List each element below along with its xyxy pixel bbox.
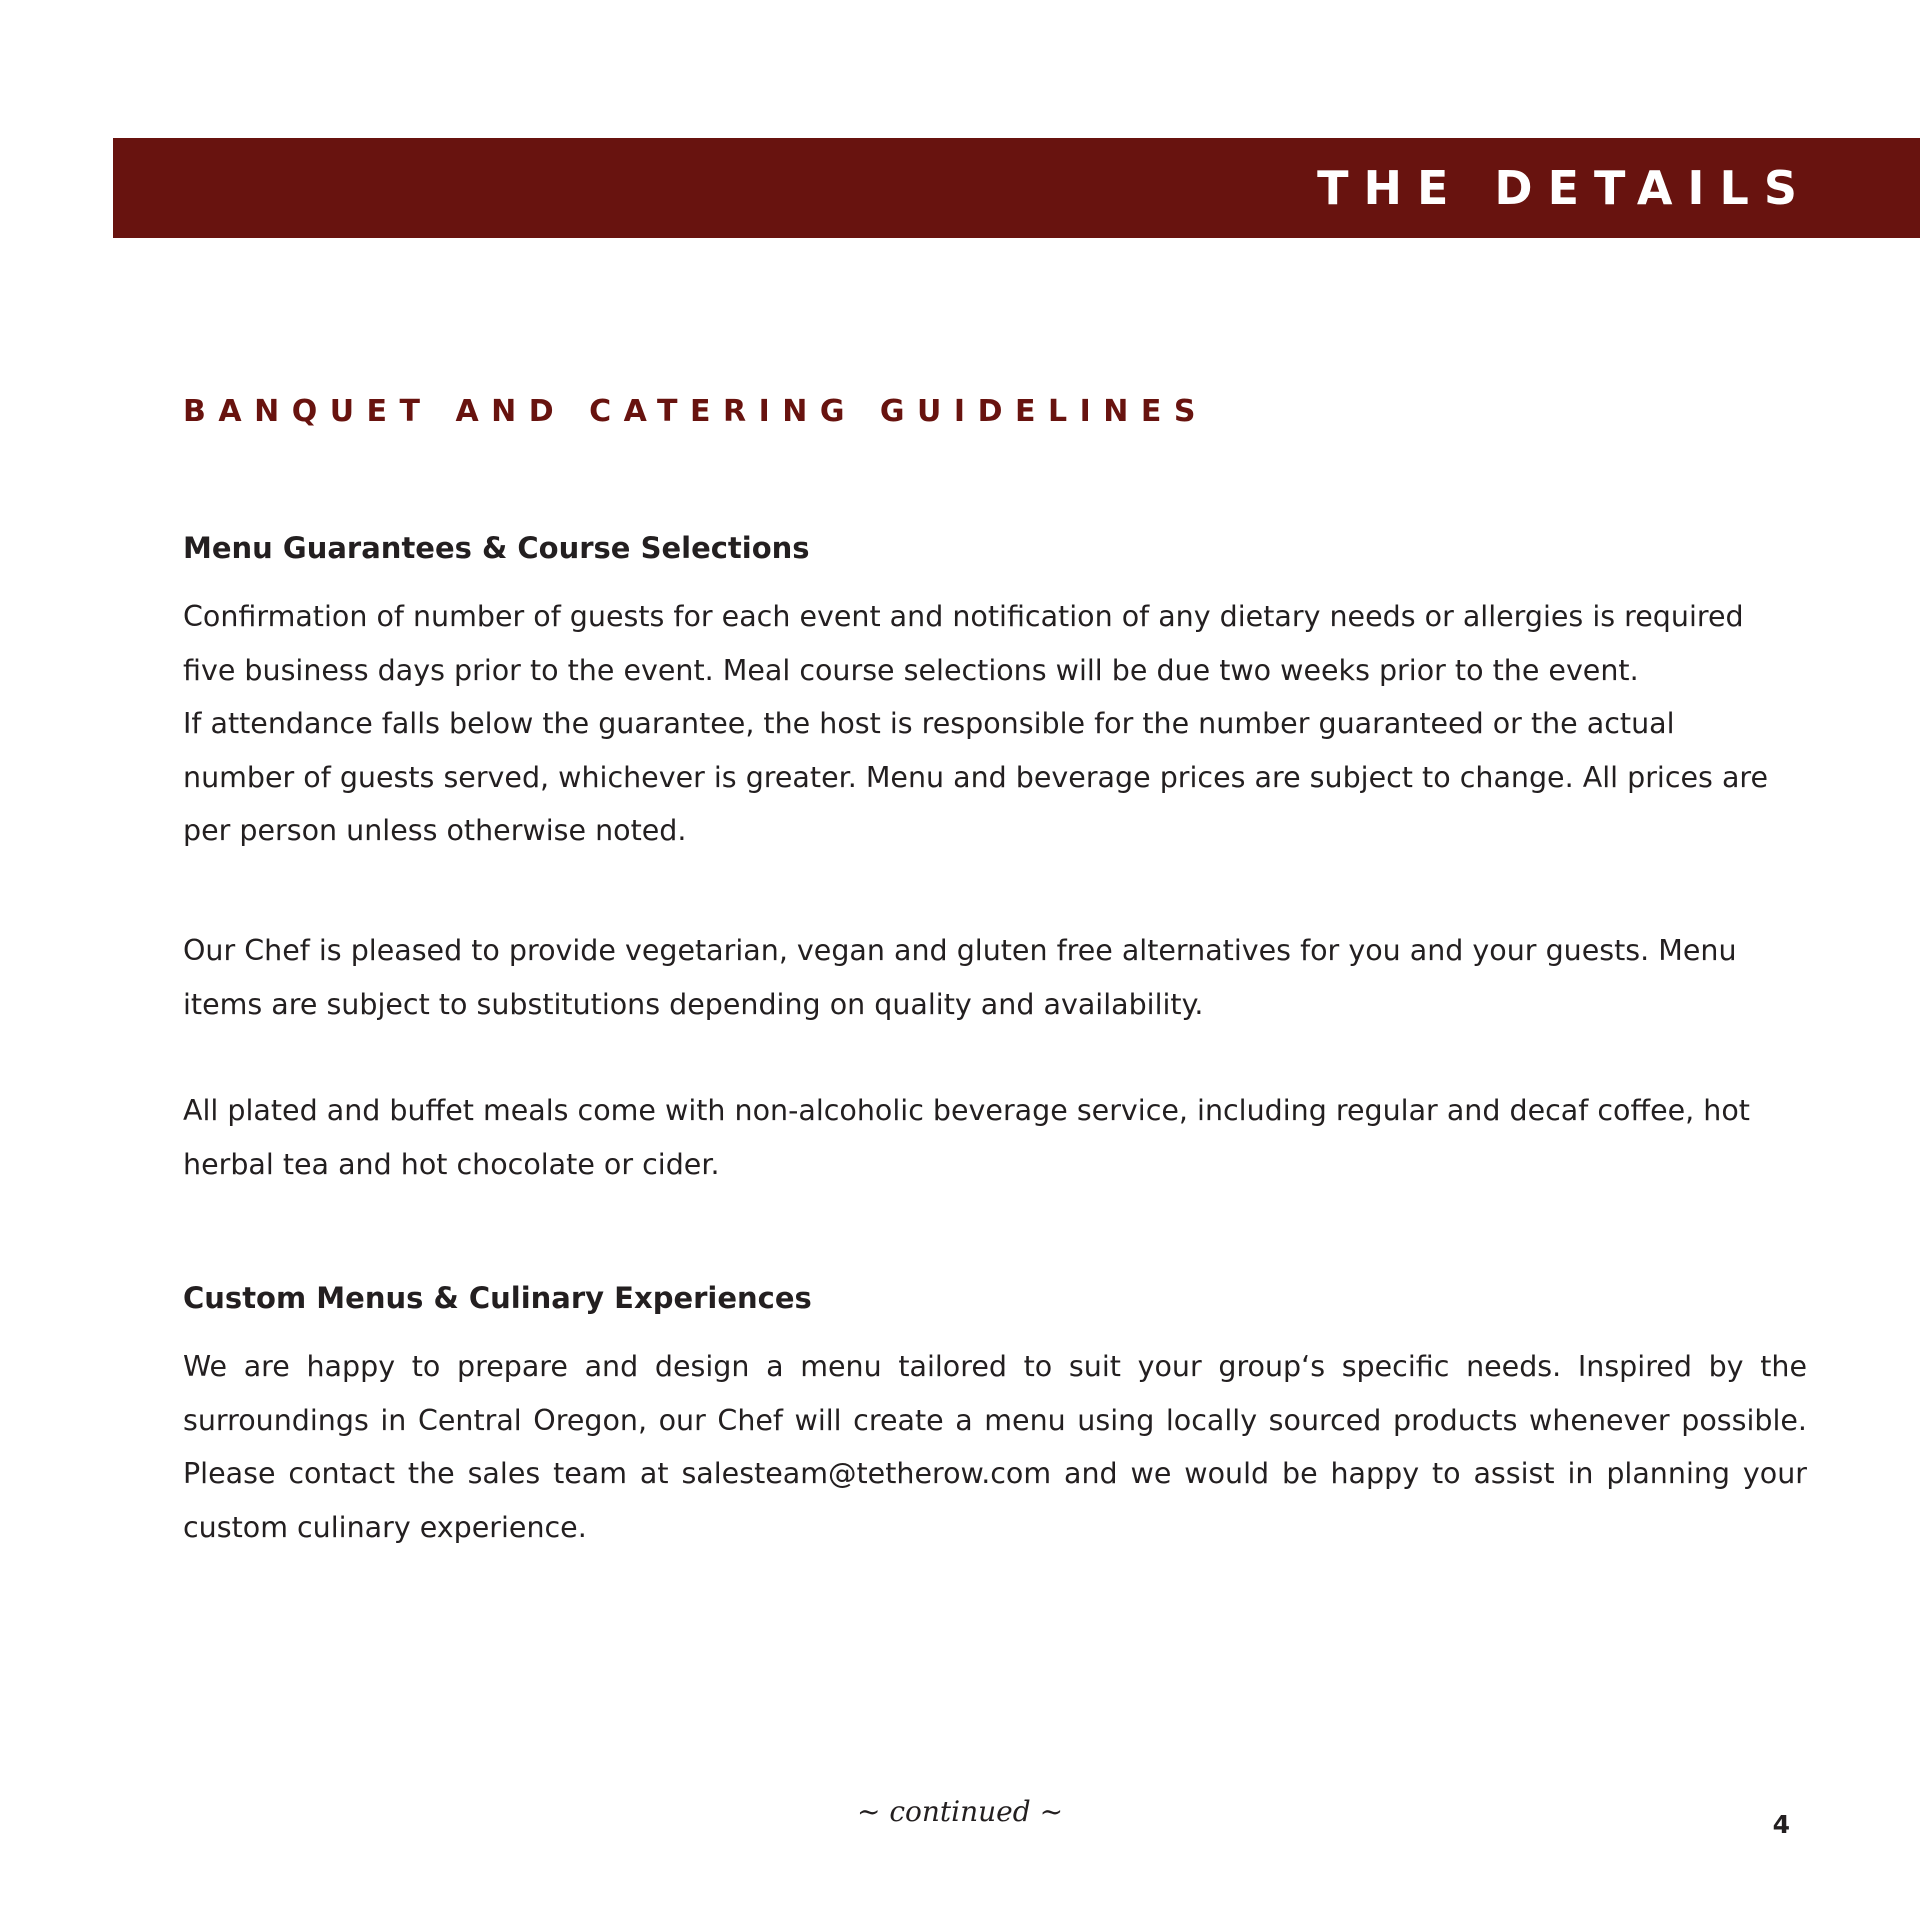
paragraph-line: per person unless otherwise noted. bbox=[183, 814, 687, 848]
section-title: BANQUET AND CATERING GUIDELINES bbox=[183, 394, 1208, 429]
header-banner bbox=[113, 138, 1920, 238]
paragraph-line: Confirmation of number of guests for each event and notification of any dietary needs or allergies is required bbox=[183, 600, 1744, 633]
page-number: 4 bbox=[1772, 1810, 1790, 1839]
paragraph-line: All plated and buffet meals come with non-alcoholic beverage service, including regular and decaf coffee, hot bbox=[183, 1094, 1750, 1127]
menu-guarantees-paragraph-1 bbox=[183, 590, 1807, 858]
paragraph-line: We are happy to prepare and design a menu tailored to suit your group‘s specific needs. Inspired by the bbox=[183, 1350, 1807, 1383]
continued-note: ~ continued ~ bbox=[856, 1795, 1064, 1828]
paragraph-line: custom culinary experience. bbox=[183, 1510, 587, 1544]
paragraph-line: five business days prior to the event. Meal course selections will be due two weeks prior to the event. bbox=[183, 653, 1639, 687]
custom-menus-heading: Custom Menus & Culinary Experiences bbox=[183, 1281, 812, 1315]
paragraph-line: number of guests served, whichever is greater. Menu and beverage prices are subject to change. All prices are bbox=[183, 760, 1769, 794]
paragraph-line: herbal tea and hot chocolate or cider. bbox=[183, 1147, 720, 1181]
menu-guarantees-heading: Menu Guarantees & Course Selections bbox=[183, 531, 810, 565]
paragraph-line: items are subject to substitutions depending on quality and availability. bbox=[183, 987, 1204, 1021]
custom-menus-paragraph bbox=[183, 1340, 1807, 1554]
banner-title: THE DETAILS bbox=[1317, 161, 1812, 215]
paragraph-line: Please contact the sales team at salesteam@tetherow.com and we would be happy to assist in planning your bbox=[183, 1457, 1807, 1491]
menu-guarantees-paragraph-3 bbox=[183, 1084, 1807, 1191]
paragraph-line: surroundings in Central Oregon, our Chef will create a menu using locally sourced products whenever possible. bbox=[183, 1403, 1807, 1437]
paragraph-line: If attendance falls below the guarantee, the host is responsible for the number guaranteed or the actual bbox=[183, 707, 1675, 741]
paragraph-line: Our Chef is pleased to provide vegetarian, vegan and gluten free alternatives for you and your guests. Menu bbox=[183, 934, 1737, 967]
menu-guarantees-paragraph-2 bbox=[183, 924, 1807, 1031]
